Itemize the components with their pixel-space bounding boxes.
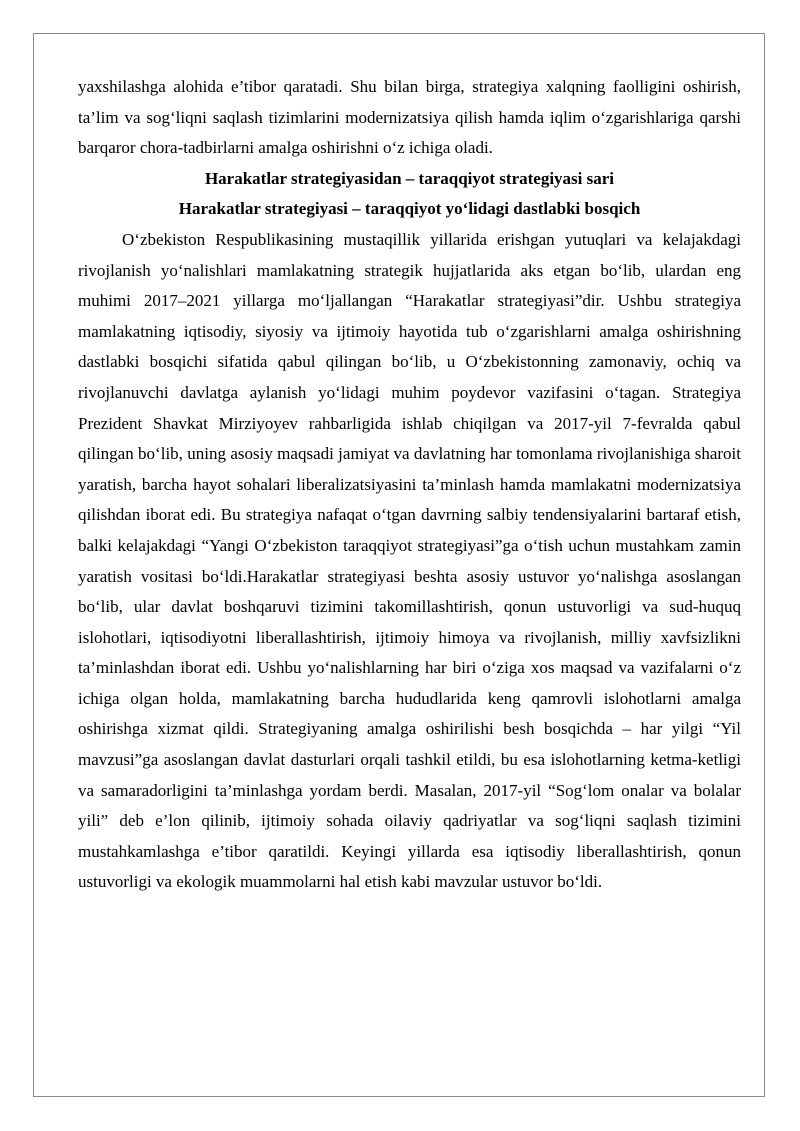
section-heading: Harakatlar strategiyasidan – taraqqiyot strategiyasi sari <box>204 168 615 188</box>
paragraph-main: O‘zbekiston Respublikasining mustaqillik yillarida erishgan yutuqlari va kelajakdagi rivojlanish yo‘nalishlari mamlakatning strategik hujjatlarida aks etgan bo‘lib, ulardan eng muhimi 2017–2021 yillarga mo‘ljallangan “Harakatlar strategiyasi”dir. Ushbu strategiya mamlakatning iqtisodiy, siyosiy va ijtimoiy hayotida tub o‘zgarishlarni amalga oshirishning dastlabki bosqichi sifatida qabul qilingan bo‘lib, u O‘zbekistonning zamonaviy, ochiq va rivojlanuvchi davlatga aylanish yo‘lidagi muhim poydevor vazifasini o‘tagan. Strategiya Prezident Shavkat Mirziyoyev rahbarligida ishlab chiqilgan va 2017-yil 7-fevralda qabul qilingan bo‘lib, uning asosiy maqsadi jamiyat va davlatning har tomonlama rivojlanishiga sharoit yaratish, barcha hayot sohalari liberalizatsiyasini ta’minlash hamda mamlakatni modernizatsiya qilishdan iborat edi. Bu strategiya nafaqat o‘tgan davrning salbiy tendensiyalarini bartaraf etish, balki kelajakdagi “Yangi O‘zbekiston taraqqiyot strategiyasi”ga o‘tish uchun mustahkam zamin yaratish vositasi bo‘ldi.Harakatlar strategiyasi beshta asosiy ustuvor yo‘nalishga asoslangan bo‘lib, ular davlat boshqaruvi tizimini takomillashtirish, qonun ustuvorligi va sud-huquq islohotlari, iqtisodiyotni liberallashtirish, ijtimoiy himoya va rivojlanish, milliy xavfsizlikni ta’minlashdan iborat edi. Ushbu yo‘nalishlarning har biri o‘ziga xos maqsad va vazifalarni o‘z ichiga olgan holda, mamlakatning barcha hududlarida keng qamrovli islohotlarni amalga oshirishga xizmat qildi. Strategiyaning amalga oshirilishi besh bosqichda – har yilgi “Yil mavzusi”ga asoslangan davlat dasturlari orqali tashkil etildi, bu esa islohotlarning ketma-ketligi va samaradorligini ta’minlashga yordam berdi. Masalan, 2017-yil “Sog‘lom onalar va bolalar yili” deb e’lon qilinib, ijtimoiy sohada oilaviy qadriyatlar va sog‘liqni saqlash tizimini mustahkamlashga e’tibor qaratildi. Keyingi yillarda esa iqtisodiy liberallashtirish, qonun ustuvorligi va ekologik muammolarni hal etish kabi mavzular ustuvor bo‘ldi. <box>78 229 741 892</box>
paragraph-continuation: yaxshilashga alohida e’tibor qaratadi. Shu bilan birga, strategiya xalqning faolligini oshirish, ta’lim va sog‘liqni saqlash tizimlarini modernizatsiya qilish hamda iqlim o‘zgarishlariga qarshi barqaror chora-tadbirlarni amalga oshirishni o‘z ichiga oladi. <box>78 77 741 158</box>
document-body <box>78 72 741 898</box>
subsection-heading: Harakatlar strategiyasi – taraqqiyot yo‘lidagi dastlabki bosqich <box>178 199 641 219</box>
